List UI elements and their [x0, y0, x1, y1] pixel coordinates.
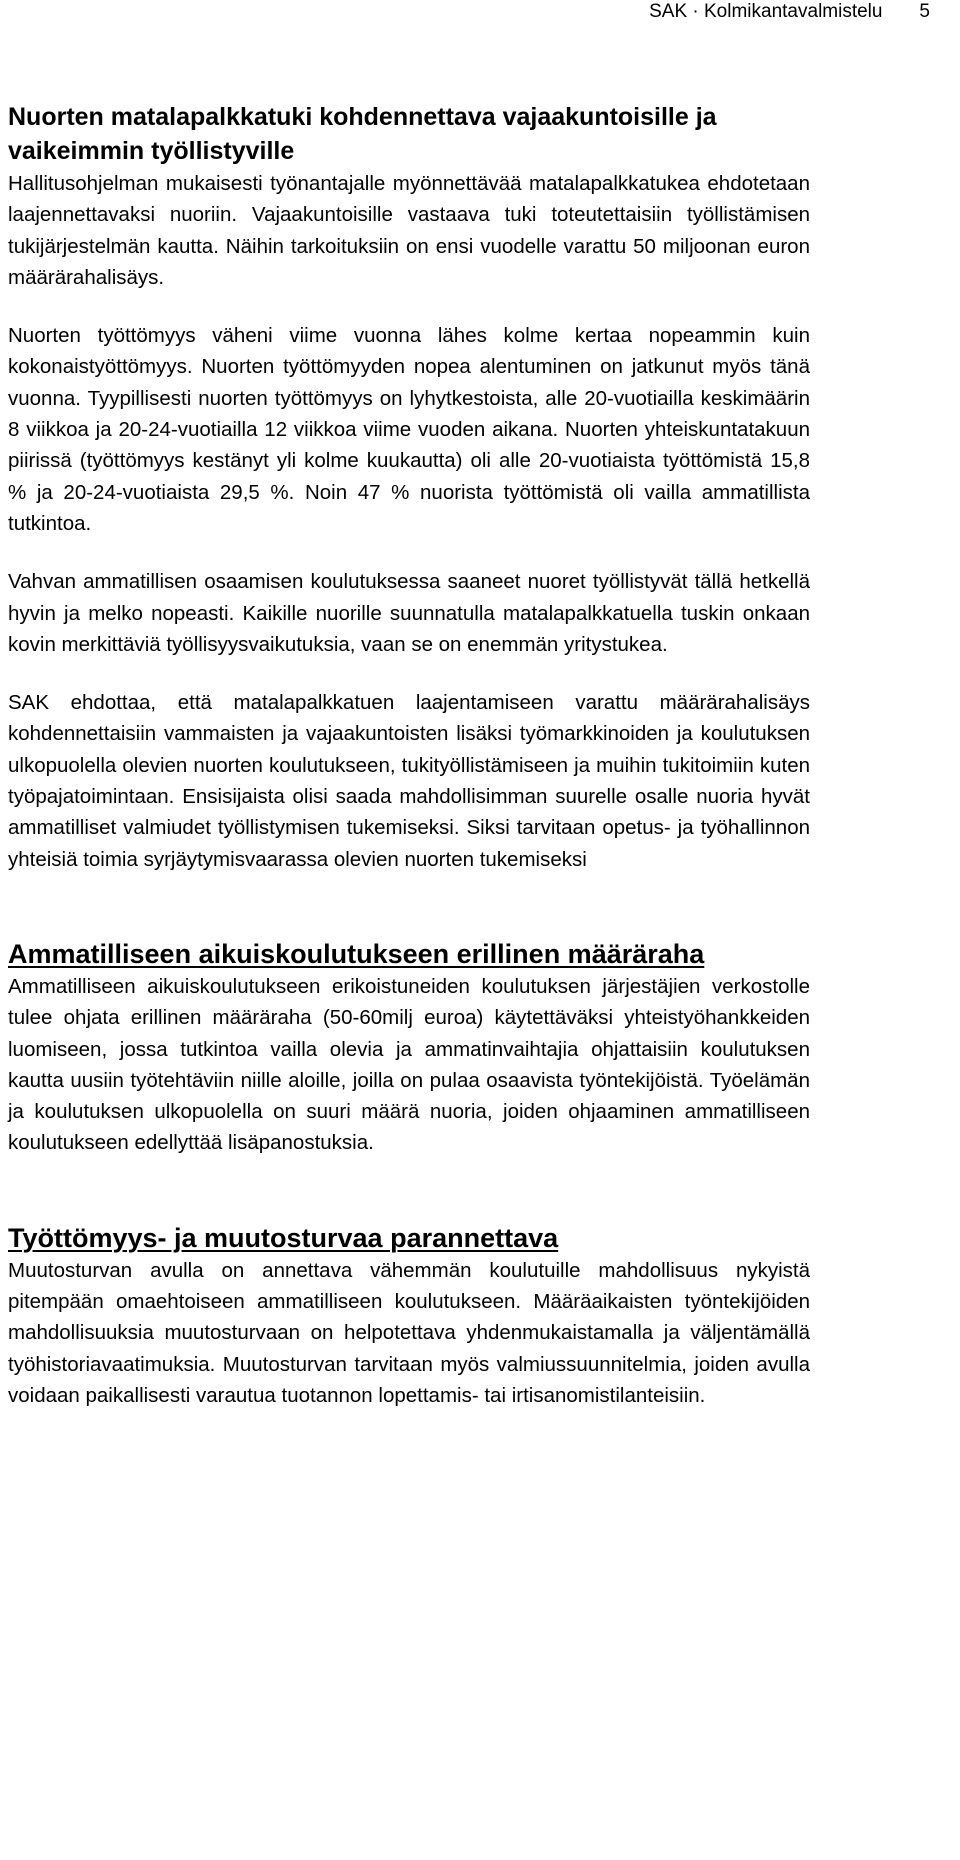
- body-paragraph: Hallitusohjelman mukaisesti työnantajalle myönnettävää matalapalkkatukea ehdotetaan laajennettavaksi nuoriin. Vajaakuntoisille vastaava tuki toteutettaisiin työllistämisen tukijärjestelmän kautta. Näihin tarkoituksiin on ensi vuodelle varattu 50 miljoonan euron määrärahalisäys.: [8, 172, 810, 289]
- body-paragraph: Nuorten työttömyys väheni viime vuonna lähes kolme kertaa nopeammin kuin kokonaistyöttömyys. Nuorten työttömyyden nopea alentuminen on jatkunut myös tänä vuonna. Tyypillisesti nuorten työttömyys on lyhytkestoista, alle 20-vuotiailla keskimäärin 8 viikkoa ja 20-24-vuotiailla 12 viikkoa viime vuoden aikana. Nuorten yhteiskuntatakuun piirissä (työttömyys kestänyt yli kolme kuukautta) oli alle 20-vuotiaista työttömistä 15,8 % ja 20-24-vuotiaista 29,5 %. Noin 47 % nuorista työttömistä oli vailla ammatillista tutkintoa.: [8, 324, 810, 535]
- section-youth-low-wage-subsidy: [8, 100, 810, 875]
- section-unemployment-change-security: [8, 1221, 810, 1411]
- body-paragraph: SAK ehdottaa, että matalapalkkatuen laajentamiseen varattu määrärahalisäys kohdennettaisiin vammaisten ja vajaakuntoisten lisäksi työmarkkinoiden ja koulutuksen ulkopuolella olevien nuorten koulutukseen, tukityöllistämiseen ja muihin tukitoimiin kuten työpajatoimintaan. Ensisijaista olisi saada mahdollisimman suurelle osalle nuoria hyvät ammatilliset valmiudet työllistymisen tukemiseksi. Siksi tarvitaan opetus- ja työhallinnon yhteisiä toimia syrjäytymisvaarassa olevien nuorten tukemiseksi: [8, 691, 810, 871]
- body-paragraph: Ammatilliseen aikuiskoulutukseen erikoistuneiden koulutuksen järjestäjien verkostolle tulee ohjata erillinen määräraha (50-60milj euroa) käytettäväksi yhteistyöhankkeiden luomiseen, jossa tutkintoa vailla olevia ja ammatinvaihtajia ohjattaisiin koulutuksen kautta uusiin työtehtäviin niille aloille, joilla on pulaa osaavista työntekijöistä. Työelämän ja koulutuksen ulkopuolella on suuri määrä nuoria, joiden ohjaaminen ammatilliseen koulutukseen edellyttää lisäpanostuksia.: [8, 974, 810, 1155]
- section-heading: Nuorten matalapalkkatuki kohdennettava vajaakuntoisille ja vaikeimmin työllistyville: [8, 103, 717, 165]
- page-content: [8, 100, 810, 1411]
- body-paragraph: Vahvan ammatillisen osaamisen koulutuksessa saaneet nuoret työllistyvät tällä hetkellä hyvin ja melko nopeasti. Kaikille nuorille suunnatulla matalapalkkatuella tuskin onkaan kovin merkittäviä työllisyysvaikutuksia, vaan se on enemmän yritystukea.: [8, 570, 810, 656]
- running-header: SAK · Kolmikantavalmistelu 5: [649, 1, 930, 22]
- section-heading: Ammatilliseen aikuiskoulutukseen erillinen määräraha: [8, 938, 705, 969]
- body-paragraph: Muutosturvan avulla on annettava vähemmän koulutuille mahdollisuus nykyistä pitempään omaehtoiseen ammatilliseen koulutukseen. Määräaikaisten työntekijöiden mahdollisuuksia muutosturvaan on helpotettava yhdenmukaistamalla ja väljentämällä työhistoriavaatimuksia. Muutosturvan tarvitaan myös valmiussuunnitelmia, joiden avulla voidaan paikallisesti varautua tuotannon lopettamis- tai irtisanomistilanteisiin.: [8, 1258, 810, 1407]
- section-heading: Työttömyys- ja muutosturvaa parannettava: [8, 1222, 559, 1253]
- section-adult-vocational-education: [8, 937, 810, 1159]
